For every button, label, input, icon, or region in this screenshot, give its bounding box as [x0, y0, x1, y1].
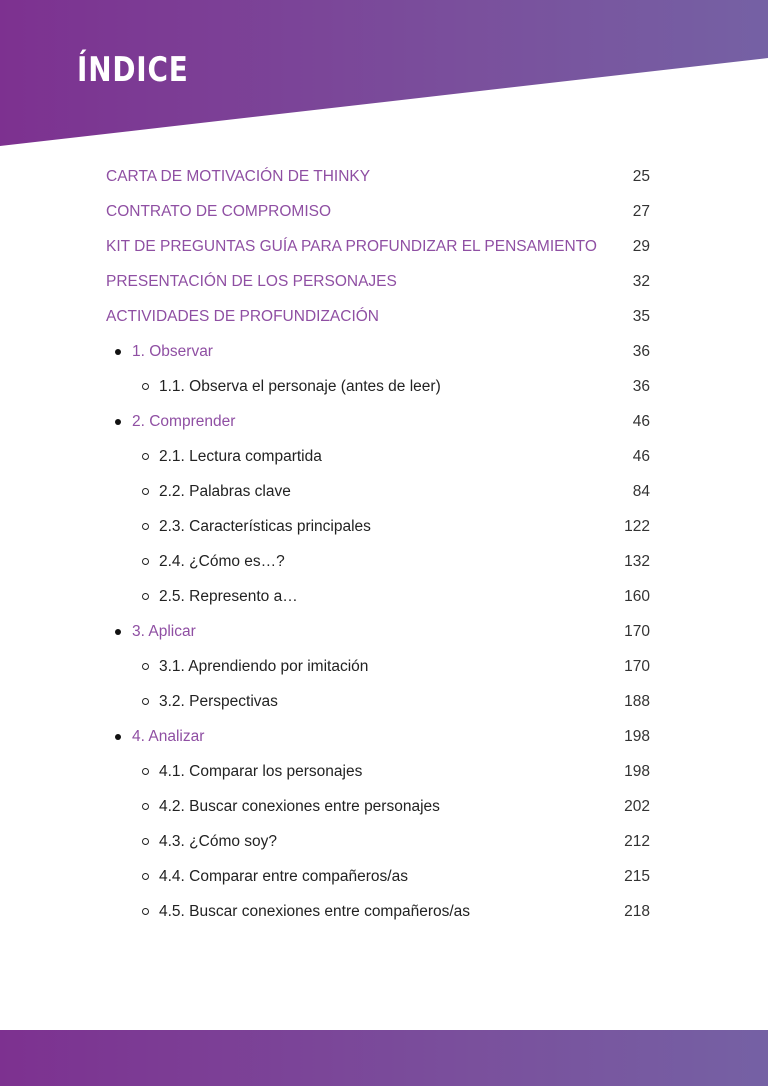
toc-page-number: 122 [624, 517, 650, 535]
toc-page-number: 188 [624, 692, 650, 710]
toc-page-number: 46 [632, 447, 650, 465]
circle-bullet-icon [142, 873, 149, 880]
toc-entry[interactable] [0, 404, 768, 439]
toc-entry[interactable] [0, 159, 768, 194]
toc-entry-label: KIT DE PREGUNTAS GUÍA PARA PROFUNDIZAR EL PENSAMIENTO [106, 237, 597, 255]
toc-entry[interactable] [0, 579, 768, 614]
toc-page-number: 32 [632, 272, 650, 290]
toc-entry-title [106, 238, 597, 256]
toc-entry[interactable] [0, 194, 768, 229]
table-of-contents [0, 159, 768, 929]
toc-entry[interactable] [0, 614, 768, 649]
toc-entry-label: 2.5. Represento a… [159, 587, 298, 605]
toc-entry[interactable] [0, 544, 768, 579]
toc-page-number: 46 [632, 412, 650, 430]
circle-bullet-icon [142, 593, 149, 600]
toc-page-number: 84 [632, 482, 650, 500]
circle-bullet-icon [142, 453, 149, 460]
toc-entry-title [106, 203, 331, 221]
toc-entry[interactable] [0, 229, 768, 264]
toc-entry[interactable] [0, 649, 768, 684]
toc-entry-label: 4.3. ¿Cómo soy? [159, 832, 278, 850]
circle-bullet-icon [142, 838, 149, 845]
toc-page-number: 27 [632, 202, 650, 220]
toc-entry[interactable] [0, 369, 768, 404]
toc-entry-title [142, 448, 322, 466]
toc-entry-title [142, 553, 285, 571]
circle-bullet-icon [142, 768, 149, 775]
toc-page-number: 198 [624, 762, 650, 780]
toc-entry-label: 4.2. Buscar conexiones entre personajes [159, 797, 440, 815]
toc-entry[interactable] [0, 719, 768, 754]
toc-entry-title [142, 903, 470, 921]
toc-entry[interactable] [0, 754, 768, 789]
bullet-icon [115, 349, 121, 355]
toc-entry[interactable] [0, 859, 768, 894]
toc-entry-label: ACTIVIDADES DE PROFUNDIZACIÓN [106, 307, 379, 325]
toc-entry-label: PRESENTACIÓN DE LOS PERSONAJES [106, 272, 397, 290]
circle-bullet-icon [142, 698, 149, 705]
toc-entry-label: 1.1. Observa el personaje (antes de leer) [159, 377, 441, 395]
toc-entry-title [115, 623, 196, 641]
toc-page-number: 212 [624, 832, 650, 850]
toc-entry-title [115, 413, 235, 431]
toc-page-number: 36 [632, 342, 650, 360]
toc-entry-title [142, 868, 408, 886]
toc-page-number: 36 [632, 377, 650, 395]
circle-bullet-icon [142, 803, 149, 810]
circle-bullet-icon [142, 488, 149, 495]
page-title: ÍNDICE [77, 50, 189, 90]
toc-page-number: 132 [624, 552, 650, 570]
toc-entry-title [106, 168, 370, 186]
toc-entry-title [142, 483, 291, 501]
toc-page-number: 170 [624, 657, 650, 675]
toc-entry-label: 3. Aplicar [132, 622, 196, 640]
toc-entry-title [142, 798, 440, 816]
toc-entry[interactable] [0, 684, 768, 719]
toc-entry-label: CONTRATO DE COMPROMISO [106, 202, 332, 220]
toc-page-number: 170 [624, 622, 650, 640]
footer-band [0, 1030, 768, 1086]
bullet-icon [115, 419, 121, 425]
toc-entry-title [115, 343, 213, 361]
toc-entry-label: 4.5. Buscar conexiones entre compañeros/as [159, 902, 471, 920]
toc-page-number: 29 [632, 237, 650, 255]
toc-entry-title [142, 763, 362, 781]
toc-entry[interactable] [0, 334, 768, 369]
toc-entry-title [142, 588, 298, 606]
toc-entry[interactable] [0, 474, 768, 509]
toc-entry-label: 2.3. Características principales [159, 517, 371, 535]
toc-entry[interactable] [0, 299, 768, 334]
toc-page-number: 218 [624, 902, 650, 920]
toc-entry-title [106, 308, 379, 326]
toc-entry[interactable] [0, 439, 768, 474]
toc-entry-label: 4.4. Comparar entre compañeros/as [159, 867, 408, 885]
circle-bullet-icon [142, 383, 149, 390]
toc-entry-label: 1. Observar [132, 342, 213, 360]
bullet-icon [115, 629, 121, 635]
circle-bullet-icon [142, 558, 149, 565]
circle-bullet-icon [142, 663, 149, 670]
toc-page-number: 160 [624, 587, 650, 605]
bullet-icon [115, 734, 121, 740]
toc-entry-title [115, 728, 204, 746]
toc-entry[interactable] [0, 264, 768, 299]
toc-entry-title [106, 273, 397, 291]
toc-page-number: 35 [632, 307, 650, 325]
toc-entry-label: 3.1. Aprendiendo por imitación [159, 657, 369, 675]
toc-entry-label: 2.2. Palabras clave [159, 482, 291, 500]
toc-entry-label: 2. Comprender [132, 412, 236, 430]
toc-entry-label: 4.1. Comparar los personajes [159, 762, 363, 780]
toc-entry-title [142, 833, 277, 851]
toc-page-number: 202 [624, 797, 650, 815]
toc-page-number: 215 [624, 867, 650, 885]
toc-entry-label: 4. Analizar [132, 727, 205, 745]
toc-entry-label: CARTA DE MOTIVACIÓN DE THINKY [106, 167, 371, 185]
toc-entry[interactable] [0, 824, 768, 859]
toc-entry-label: 3.2. Perspectivas [159, 692, 278, 710]
toc-entry[interactable] [0, 894, 768, 929]
toc-page-number: 198 [624, 727, 650, 745]
toc-page-number: 25 [632, 167, 650, 185]
toc-entry[interactable] [0, 789, 768, 824]
toc-entry[interactable] [0, 509, 768, 544]
toc-entry-label: 2.1. Lectura compartida [159, 447, 322, 465]
circle-bullet-icon [142, 523, 149, 530]
circle-bullet-icon [142, 908, 149, 915]
toc-entry-label: 2.4. ¿Cómo es…? [159, 552, 285, 570]
toc-entry-title [142, 518, 371, 536]
toc-entry-title [142, 658, 368, 676]
toc-entry-title [142, 378, 441, 396]
toc-entry-title [142, 693, 278, 711]
